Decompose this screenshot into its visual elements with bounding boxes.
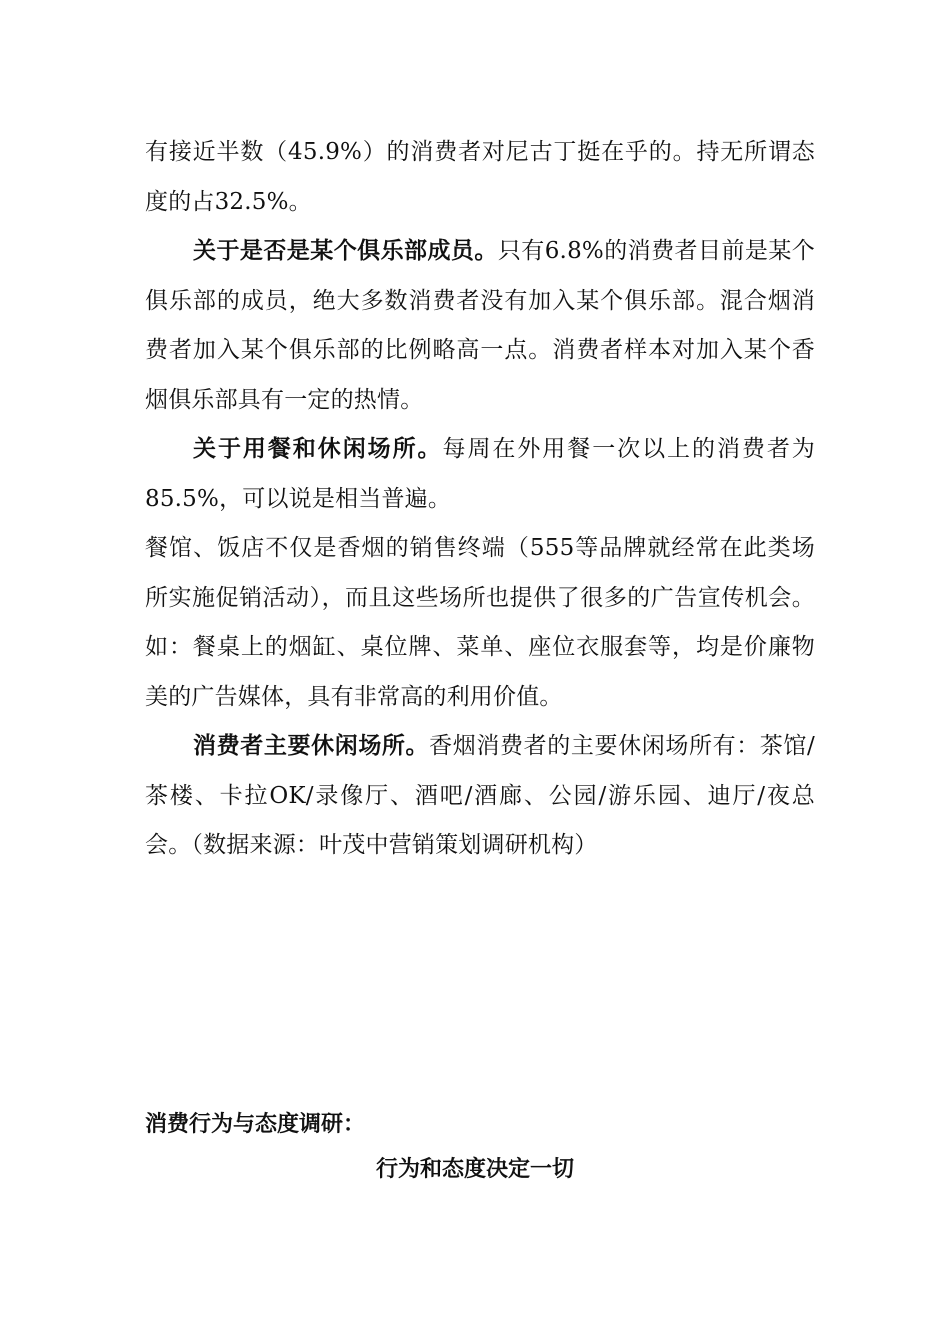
paragraph-text-club-membership: 只有6.8%的消费者目前是某个俱乐部的成员，绝大多数消费者没有加入某个俱乐部。混合烟消费者加入某个俱乐部的比例略高一点。消费者样本对加入某个香烟俱乐部具有一定的热情。 [145,238,815,413]
paragraph-dining-leisure [145,425,815,524]
paragraph-restaurant-advertising: 餐馆、饭店不仅是香烟的销售终端（555等品牌就经常在此类场所实施促销活动），而且这些场所也提供了很多的广告宣传机会。如：餐桌上的烟缸、桌位牌、菜单、座位衣服套等，均是价廉物美的广告媒体，具有非常高的利用价值。 [145,535,815,710]
section-subheading: 行为和态度决定一切 [375,1157,574,1182]
paragraph-text-dining-leisure: 每周在外用餐一次以上的消费者为85.5%，可以说是相当普遍。 [145,436,815,512]
paragraph-text-leisure-venues: 香烟消费者的主要休闲场所有：茶馆/茶楼、卡拉OK/录像厅、酒吧/酒廊、公园/游乐园、迪厅/夜总会。（数据来源：叶茂中营销策划调研机构） [145,733,815,858]
section-heading: 消费行为与态度调研： [145,1112,366,1137]
paragraph-lead-dining-leisure: 关于用餐和休闲场所。 [193,436,443,462]
document-body [145,128,815,871]
paragraph-lead-leisure-venues: 消费者主要休闲场所。 [193,733,430,759]
paragraph-nicotine-attitude: 有接近半数（45.9%）的消费者对尼古丁挺在乎的。持无所谓态度的占32.5%。 [145,139,815,215]
paragraph-lead-club-membership: 关于是否是某个俱乐部成员。 [193,238,498,264]
paragraph-leisure-venues [145,722,815,871]
paragraph-club-membership [145,227,815,425]
